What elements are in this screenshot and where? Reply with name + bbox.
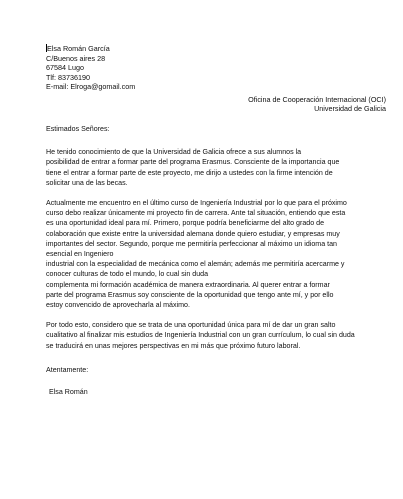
- paragraph-line: importantes del sector. Segundo, porque me permitiría perfeccionar al máximo un idioma tan: [46, 239, 337, 248]
- paragraph-line: Actualmente me encuentro en el último curso de Ingeniería Industrial por lo que para el próximo: [46, 199, 347, 208]
- signature: Elsa Román: [49, 388, 88, 397]
- sender-name: Elsa Román García: [47, 44, 110, 53]
- paragraph-line: esencial en Ingeniero: [46, 250, 114, 259]
- paragraph-line: parte del programa Erasmus soy consciente de la oportunidad que tengo ante mí, y por ello: [46, 290, 334, 299]
- paragraph-line: es una oportunidad ideal para mí. Primero, porque podría beneficiarme del alto grado de: [46, 219, 325, 228]
- paragraph-line: complementa mi formación académica de manera extraordinaria. Al querer entrar a formar: [46, 280, 330, 289]
- paragraph-line: Por todo esto, considero que se trata de una oportunidad única para mí de dar un gran salto: [46, 321, 336, 330]
- sender-address: C/Buenos aires 28: [46, 53, 106, 63]
- recipient-block: [248, 95, 386, 114]
- sender-postal-city: 67584 Lugo: [46, 63, 84, 73]
- closing: Atentamente:: [46, 365, 89, 374]
- sender-name-line: [46, 44, 135, 54]
- sender-phone: Tlf: 83736190: [46, 72, 90, 82]
- recipient-university: Universidad de Galicia: [314, 104, 386, 114]
- paragraph-line: posibilidad de entrar a formar parte del programa Erasmus. Consciente de la importancia que: [46, 158, 340, 167]
- paragraph-2: [46, 198, 391, 310]
- paragraph-line: se traducirá en unas mejores perspectivas en mi más que próximo futuro laboral.: [46, 341, 301, 350]
- paragraph-1: [46, 147, 391, 188]
- paragraph-line: conocer culturas de todo el mundo, lo cual sin duda: [46, 270, 209, 279]
- paragraph-line: estoy convencido de aprovecharla al máximo.: [46, 301, 190, 310]
- paragraph-line: cualitativo al finalizar mis estudios de Ingeniería Industrial con un gran currículum, lo cual sin duda: [46, 331, 355, 340]
- paragraph-line: industrial con la especialidad de mecánica como el alemán; además me permitiría acercarme y: [46, 260, 345, 269]
- paragraph-line: tiene el entrar a formar parte de este proyecto, me dirijo a ustedes con la firme intención de: [46, 168, 333, 177]
- sender-block: [46, 44, 135, 92]
- paragraph-line: colaboración que existe entre la universidad alemana donde quiero estudiar, y empresas muy: [46, 229, 340, 238]
- greeting: Estimados Señores:: [46, 125, 110, 133]
- paragraph-line: He tenido conocimiento de que la Universidad de Galicia ofrece a sus alumnos la: [46, 148, 302, 157]
- recipient-office: Oficina de Cooperación Internacional (OCI): [248, 95, 386, 104]
- letter-body: [46, 124, 391, 397]
- paragraph-line: curso debo realizar únicamente mi proyecto fin de carrera. Ante tal situación, entiendo que esta: [46, 209, 346, 218]
- paragraph-3: [46, 320, 391, 351]
- sender-email: E-mail: Elroga@gomail.com: [46, 82, 136, 92]
- paragraph-line: solicitar una de las becas.: [46, 178, 128, 187]
